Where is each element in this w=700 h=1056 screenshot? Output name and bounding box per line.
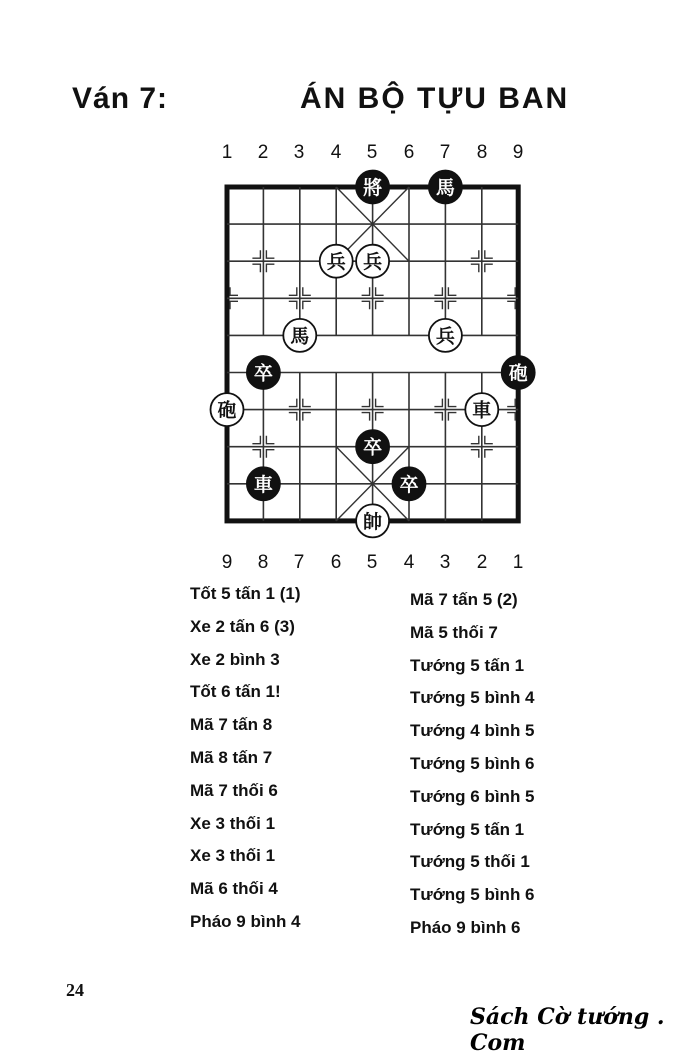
file-label: 5 <box>366 552 378 573</box>
position-marker <box>434 287 442 295</box>
black-move: Pháo 9 bình 6 <box>410 917 521 937</box>
red-move: Xe 3 thối 1 <box>190 813 276 833</box>
black-moves-column <box>410 584 535 945</box>
file-label: 1 <box>221 142 233 163</box>
position-marker <box>376 413 384 421</box>
black-move: Mã 7 tấn 5 (2) <box>410 590 518 609</box>
game-title: ÁN BỘ TỰU BAN <box>300 82 570 115</box>
red-move: Xe 3 thối 1 <box>190 846 276 866</box>
position-marker <box>471 264 479 272</box>
file-label: 4 <box>403 552 415 573</box>
black-move: Tướng 5 thối 1 <box>410 852 530 872</box>
red-move: Tốt 6 tấn 1! <box>190 682 281 702</box>
position-marker <box>471 250 479 258</box>
site-watermark <box>470 1004 700 1056</box>
black-move: Tướng 5 tấn 1 <box>410 819 525 839</box>
piece-glyph: 兵 <box>435 325 455 348</box>
black-move: Tướng 5 bình 6 <box>410 885 535 905</box>
position-marker <box>303 413 311 421</box>
file-label: 8 <box>476 142 488 163</box>
position-marker <box>376 301 384 309</box>
piece-glyph: 卒 <box>399 473 419 496</box>
position-marker <box>266 250 274 258</box>
position-marker <box>252 450 260 458</box>
piece-glyph: 卒 <box>253 362 273 385</box>
file-label: 6 <box>330 552 342 573</box>
position-marker <box>434 301 442 309</box>
position-marker <box>230 287 238 295</box>
red-move: Mã 7 tấn 8 <box>190 715 273 735</box>
position-marker <box>376 399 384 407</box>
piece-glyph: 帥 <box>363 510 383 533</box>
black-move: Tướng 5 tấn 1 <box>410 655 525 675</box>
piece-glyph: 馬 <box>290 325 310 348</box>
red-move: Mã 8 tấn 7 <box>190 747 273 767</box>
red-move: Mã 6 thối 4 <box>190 879 278 899</box>
watermark-text: Sách Cờ tướng . Com <box>470 1004 665 1056</box>
position-marker <box>485 436 493 444</box>
position-marker <box>507 301 515 309</box>
position-marker <box>303 301 311 309</box>
position-marker <box>252 250 260 258</box>
position-marker <box>485 250 493 258</box>
piece-glyph: 砲 <box>217 399 237 422</box>
position-marker <box>471 436 479 444</box>
black-move: Mã 5 thối 7 <box>410 622 498 642</box>
position-marker <box>266 436 274 444</box>
position-marker <box>485 450 493 458</box>
piece-glyph: 兵 <box>363 251 383 274</box>
black-move: Tướng 5 bình 6 <box>410 753 535 773</box>
file-label: 2 <box>476 552 488 573</box>
game-label: Ván 7: <box>72 82 169 115</box>
position-marker <box>252 436 260 444</box>
position-marker <box>362 399 370 407</box>
position-marker <box>230 301 238 309</box>
position-marker <box>362 287 370 295</box>
file-label: 1 <box>512 552 524 573</box>
piece-glyph: 馬 <box>435 177 455 199</box>
position-marker <box>289 413 297 421</box>
position-marker <box>266 450 274 458</box>
position-marker <box>507 399 515 407</box>
piece-glyph: 車 <box>253 473 273 496</box>
position-marker <box>434 413 442 421</box>
file-label: 5 <box>366 142 378 163</box>
file-label: 4 <box>330 142 342 163</box>
file-label: 2 <box>257 142 269 163</box>
file-label: 9 <box>221 552 233 573</box>
red-move: Tốt 5 tấn 1 (1) <box>190 584 301 603</box>
red-moves-column <box>190 578 301 939</box>
file-label: 7 <box>439 142 451 163</box>
position-marker <box>507 287 515 295</box>
position-marker <box>448 287 456 295</box>
position-marker <box>362 301 370 309</box>
file-label: 7 <box>293 552 305 573</box>
position-marker <box>471 450 479 458</box>
piece-glyph: 卒 <box>363 436 383 459</box>
position-marker <box>376 287 384 295</box>
position-marker <box>448 301 456 309</box>
position-marker <box>266 264 274 272</box>
piece-glyph: 車 <box>472 399 492 422</box>
file-label: 3 <box>293 142 305 163</box>
red-move: Xe 2 bình 3 <box>190 649 280 669</box>
page-number: 24 <box>66 980 84 1000</box>
position-marker <box>289 301 297 309</box>
piece-glyph: 砲 <box>508 362 528 385</box>
piece-glyph: 將 <box>363 177 383 199</box>
position-marker <box>448 399 456 407</box>
black-move: Tướng 4 bình 5 <box>410 721 535 741</box>
file-label: 8 <box>257 552 269 573</box>
red-move: Xe 2 tấn 6 (3) <box>190 616 295 636</box>
red-move: Pháo 9 bình 4 <box>190 911 301 931</box>
position-marker <box>485 264 493 272</box>
file-label: 6 <box>403 142 415 163</box>
position-marker <box>507 413 515 421</box>
file-label: 3 <box>439 552 451 573</box>
file-label: 9 <box>512 142 524 163</box>
position-marker <box>252 264 260 272</box>
red-move: Mã 7 thối 6 <box>190 780 278 800</box>
black-move: Tướng 5 bình 4 <box>410 688 535 708</box>
piece-glyph: 兵 <box>326 251 346 274</box>
position-marker <box>289 287 297 295</box>
black-move: Tướng 6 bình 5 <box>410 786 535 806</box>
position-marker <box>362 413 370 421</box>
position-marker <box>434 399 442 407</box>
position-marker <box>289 399 297 407</box>
position-marker <box>303 287 311 295</box>
position-marker <box>303 399 311 407</box>
position-marker <box>448 413 456 421</box>
